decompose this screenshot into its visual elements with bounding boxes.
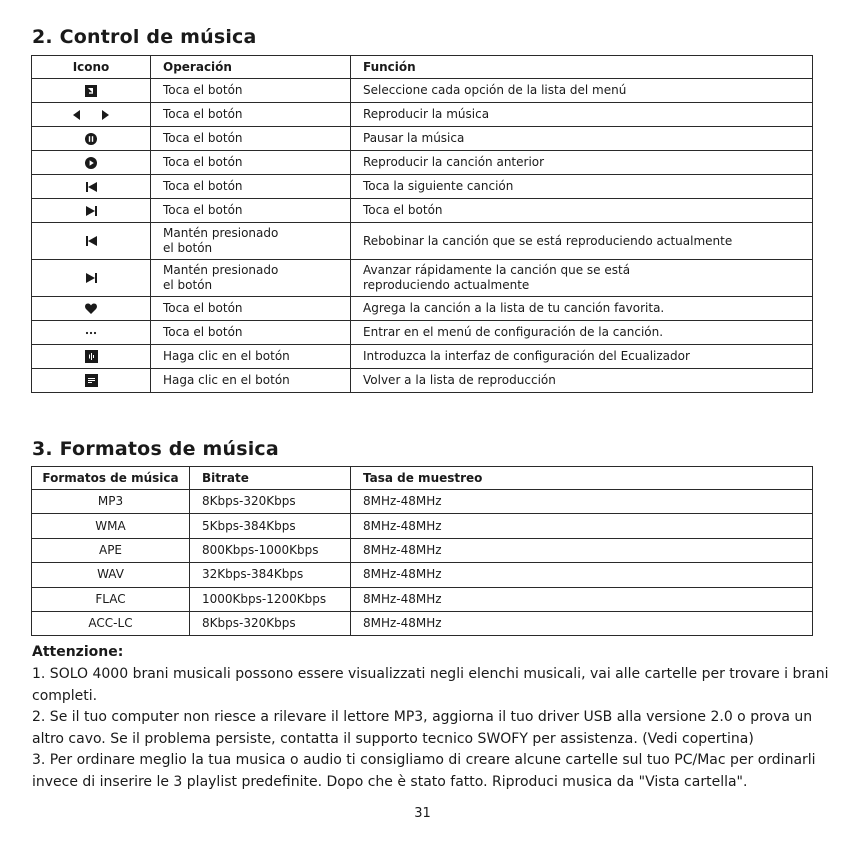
skip-previous-icon [86, 236, 97, 246]
sample-rate-cell: 8MHz-48MHz [351, 587, 813, 611]
operation-cell: Haga clic en el botón [151, 369, 351, 393]
pause-circle-icon [85, 133, 97, 145]
menu-select-icon [85, 85, 97, 97]
function-cell: Toca el botón [351, 199, 813, 223]
table-row [32, 260, 813, 297]
operation-cell: Toca el botón [151, 127, 351, 151]
section-title-music-control: 2. Control de música [32, 26, 257, 48]
table-row [32, 345, 813, 369]
sample-rate-cell: 8MHz-48MHz [351, 538, 813, 562]
heart-icon [85, 303, 97, 314]
attention-note: 1. SOLO 4000 brani musicali possono essere visualizzati negli elenchi musicali, vai alle cartelle per trovare i brani completi. [32, 666, 829, 704]
table-row [32, 514, 813, 538]
table-row [32, 79, 813, 103]
section-title-music-formats: 3. Formatos de música [32, 438, 279, 460]
function-cell: Reproducir la música [351, 103, 813, 127]
skip-previous-icon [86, 182, 97, 192]
operation-cell: Toca el botón [151, 199, 351, 223]
function-cell: Reproducir la canción anterior [351, 151, 813, 175]
bitrate-cell: 800Kbps-1000Kbps [190, 538, 351, 562]
table-row [32, 321, 813, 345]
operation-cell: Mantén presionado el botón [151, 260, 351, 297]
column-header-format: Formatos de música [32, 467, 190, 490]
column-header-bitrate: Bitrate [190, 467, 351, 490]
operation-cell: Toca el botón [151, 297, 351, 321]
table-row [32, 103, 813, 127]
format-cell: WMA [32, 514, 190, 538]
function-cell: Volver a la lista de reproducción [351, 369, 813, 393]
attention-title: Attenzione: [32, 644, 124, 660]
column-header-operation: Operación [151, 56, 351, 79]
attention-note: 2. Se il tuo computer non riesce a rilevare il lettore MP3, aggiorna il tuo driver USB alla versione 2.0 o prova un altro cavo. Se il problema persiste, contatta il supporto tecnico SWOFY per assistenza. (Vedi copertina) [32, 709, 813, 747]
bitrate-cell: 8Kbps-320Kbps [190, 611, 351, 635]
sample-rate-cell: 8MHz-48MHz [351, 490, 813, 514]
bitrate-cell: 8Kbps-320Kbps [190, 490, 351, 514]
function-cell: Rebobinar la canción que se está reproduciendo actualmente [351, 223, 813, 260]
table-row [32, 587, 813, 611]
operation-cell: Toca el botón [151, 175, 351, 199]
sample-rate-cell: 8MHz-48MHz [351, 514, 813, 538]
format-cell: MP3 [32, 490, 190, 514]
format-cell: WAV [32, 563, 190, 587]
skip-next-icon [86, 273, 97, 283]
table-row [32, 127, 813, 151]
table-row [32, 490, 813, 514]
page-number: 31 [414, 806, 431, 821]
operation-cell: Toca el botón [151, 321, 351, 345]
table-row [32, 563, 813, 587]
column-header-function: Función [351, 56, 813, 79]
playlist-icon [85, 374, 98, 387]
music-control-table [31, 55, 813, 393]
sample-rate-cell: 8MHz-48MHz [351, 611, 813, 635]
music-formats-table [31, 466, 813, 636]
function-cell: Avanzar rápidamente la canción que se está reproduciendo actualmente [351, 260, 813, 297]
left-right-arrows-icon [73, 110, 109, 120]
table-row [32, 199, 813, 223]
sample-rate-cell: 8MHz-48MHz [351, 563, 813, 587]
table-row [32, 223, 813, 260]
table-row [32, 369, 813, 393]
operation-cell: Mantén presionado el botón [151, 223, 351, 260]
play-circle-icon [85, 157, 97, 169]
column-header-sample-rate: Tasa de muestreo [351, 467, 813, 490]
bitrate-cell: 32Kbps-384Kbps [190, 563, 351, 587]
function-cell: Pausar la música [351, 127, 813, 151]
table-row [32, 611, 813, 635]
more-dots-icon [85, 331, 97, 335]
attention-note: 3. Per ordinare meglio la tua musica o audio ti consigliamo di creare alcune cartelle sul tuo PC/Mac per ordinarli invece di inserire le 3 playlist predefinite. Dopo che è stato fatto. Riproduci musica da "Vista cartella". [32, 752, 816, 790]
function-cell: Seleccione cada opción de la lista del menú [351, 79, 813, 103]
table-row [32, 538, 813, 562]
equalizer-icon [85, 350, 98, 363]
format-cell: FLAC [32, 587, 190, 611]
bitrate-cell: 5Kbps-384Kbps [190, 514, 351, 538]
operation-cell: Toca el botón [151, 151, 351, 175]
format-cell: ACC-LC [32, 611, 190, 635]
function-cell: Introduzca la interfaz de configuración del Ecualizador [351, 345, 813, 369]
function-cell: Agrega la canción a la lista de tu canción favorita. [351, 297, 813, 321]
table-header-row [32, 56, 813, 79]
bitrate-cell: 1000Kbps-1200Kbps [190, 587, 351, 611]
table-header-row [32, 467, 813, 490]
operation-cell: Toca el botón [151, 79, 351, 103]
table-row [32, 297, 813, 321]
format-cell: APE [32, 538, 190, 562]
operation-cell: Toca el botón [151, 103, 351, 127]
function-cell: Entrar en el menú de configuración de la canción. [351, 321, 813, 345]
skip-next-icon [86, 206, 97, 216]
operation-cell: Haga clic en el botón [151, 345, 351, 369]
table-row [32, 151, 813, 175]
column-header-icon: Icono [32, 56, 151, 79]
function-cell: Toca la siguiente canción [351, 175, 813, 199]
table-row [32, 175, 813, 199]
